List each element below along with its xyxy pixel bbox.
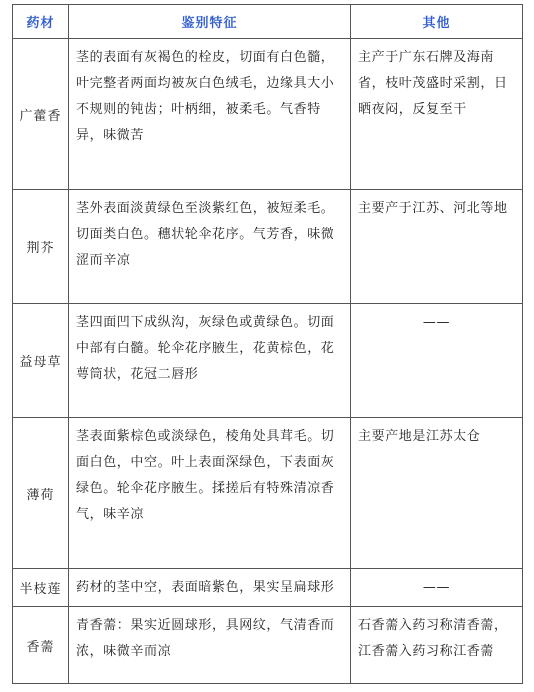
herb-other: 主要产于江苏、河北等地 — [351, 190, 523, 304]
herb-identification-table — [12, 4, 523, 684]
table-row — [13, 39, 523, 190]
herb-other: 主产于广东石牌及海南省，枝叶茂盛时采割，日晒夜闷，反复至干 — [351, 39, 523, 190]
herb-features: 茎四面凹下成纵沟，灰绿色或黄绿色。切面中部有白髓。轮伞花序腋生，花黄棕色，花萼筒状，花冠二唇形 — [69, 304, 351, 418]
table-row — [13, 569, 523, 607]
herb-other: —— — [351, 304, 523, 418]
herb-name: 薄荷 — [13, 418, 69, 569]
herb-features: 茎外表面淡黄绿色至淡紫红色，被短柔毛。切面类白色。穗状轮伞花序。气芳香，味微涩而辛凉 — [69, 190, 351, 304]
herb-name: 广藿香 — [13, 39, 69, 190]
table-row — [13, 304, 523, 418]
herb-features: 茎表面紫棕色或淡绿色，棱角处具茸毛。切面白色，中空。叶上表面深绿色，下表面灰绿色。轮伞花序腋生。揉搓后有特殊清凉香气，味辛凉 — [69, 418, 351, 569]
header-features: 鉴别特征 — [69, 5, 351, 39]
herb-features: 茎的表面有灰褐色的栓皮，切面有白色髓，叶完整者两面均被灰白色绒毛，边缘具大小不规则的钝齿；叶柄细，被柔毛。气香特异，味微苦 — [69, 39, 351, 190]
herb-name: 荆芥 — [13, 190, 69, 304]
table-row — [13, 607, 523, 684]
header-herb: 药材 — [13, 5, 69, 39]
table-row — [13, 418, 523, 569]
herb-other: 主要产地是江苏太仓 — [351, 418, 523, 569]
herb-name: 香薷 — [13, 607, 69, 684]
table-header-row — [13, 5, 523, 39]
header-other: 其他 — [351, 5, 523, 39]
herb-other: —— — [351, 569, 523, 607]
herb-features: 药材的茎中空，表面暗紫色，果实呈扁球形 — [69, 569, 351, 607]
table-row — [13, 190, 523, 304]
herb-other: 石香薷入药习称清香薷，江香薷入药习称江香薷 — [351, 607, 523, 684]
herb-name: 益母草 — [13, 304, 69, 418]
herb-name: 半枝莲 — [13, 569, 69, 607]
herb-features: 青香薷：果实近圆球形，具网纹，气清香而浓，味微辛而凉 — [69, 607, 351, 684]
